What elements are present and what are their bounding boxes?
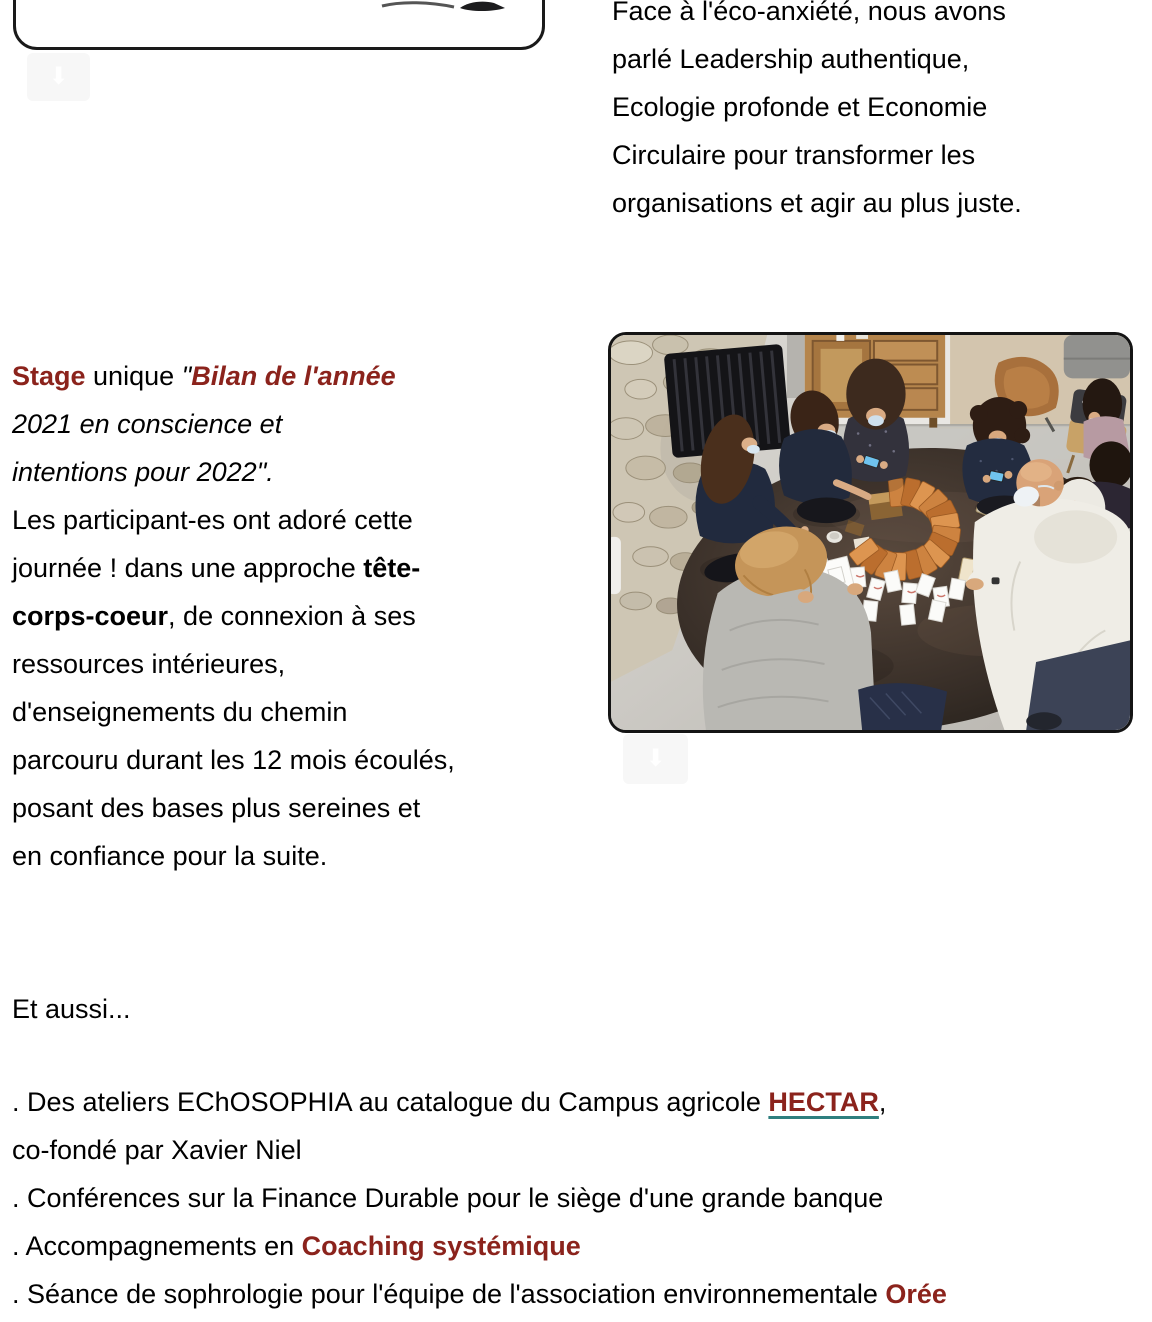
- et-aussi-heading: [12, 985, 131, 1033]
- text-run: ressources intérieures,: [12, 649, 286, 679]
- download-arrow-icon: ⬇: [645, 745, 666, 772]
- text-run: . Accompagnements en: [12, 1231, 302, 1261]
- text-run: Circulaire pour transformer les: [612, 140, 976, 170]
- text-run: intentions pour 2022".: [12, 457, 274, 487]
- text-run: organisations et agir au plus juste.: [612, 188, 1022, 218]
- download-photo-button[interactable]: [623, 734, 688, 784]
- text-run: Bilan de l'année: [191, 361, 396, 391]
- activities-list: [12, 1078, 947, 1318]
- person-floral-top: [843, 359, 909, 494]
- text-run: , de connexion à ses: [168, 601, 416, 631]
- text-run: posant des bases plus sereines et: [12, 793, 421, 823]
- text-run: . Des ateliers EChOSOPHIA au catalogue du Campus agricole: [12, 1087, 769, 1117]
- intro-paragraph: [612, 0, 1022, 227]
- text-run: parcouru durant les 12 mois écoulés,: [12, 745, 455, 775]
- text-run: co-fondé par Xavier Niel: [12, 1135, 302, 1165]
- text-run: en confiance pour la suite.: [12, 841, 328, 871]
- text-run: d'enseignements du chemin: [12, 697, 348, 727]
- text-run: 2021 en conscience et: [12, 409, 283, 439]
- text-run: journée ! dans une approche: [12, 553, 364, 583]
- text-run: Et aussi...: [12, 994, 131, 1024]
- download-image-button[interactable]: [27, 53, 90, 101]
- text-run: parlé Leadership authentique,: [612, 44, 970, 74]
- cropped-sketch-fragment: [378, 0, 512, 12]
- sofa: [1064, 335, 1130, 378]
- stage-paragraph: [12, 352, 455, 880]
- workshop-photo-scene: [611, 335, 1130, 730]
- text-run: Coaching systémique: [301, 1231, 581, 1261]
- text-run: corps-coeur: [12, 601, 169, 631]
- download-arrow-icon: ⬇: [48, 63, 69, 90]
- text-run: Stage: [12, 361, 86, 391]
- text-run: Ecologie profonde et Economie: [612, 92, 988, 122]
- text-run: ,: [878, 1087, 887, 1117]
- text-run: ": [181, 361, 192, 391]
- hectar-link[interactable]: HECTAR: [768, 1087, 879, 1117]
- text-run: Les participant-es ont adoré cette: [12, 505, 413, 535]
- text-run: . Séance de sophrologie pour l'équipe de l'association environnementale: [12, 1279, 886, 1309]
- text-run: Orée: [885, 1279, 947, 1309]
- text-run: . Conférences sur la Finance Durable pour le siège d'une grande banque: [12, 1183, 884, 1213]
- text-run: tête-: [363, 553, 421, 583]
- text-run: unique: [85, 361, 182, 391]
- workshop-photo: [608, 332, 1133, 733]
- text-run: Face à l'éco-anxiété, nous avons: [612, 0, 1006, 26]
